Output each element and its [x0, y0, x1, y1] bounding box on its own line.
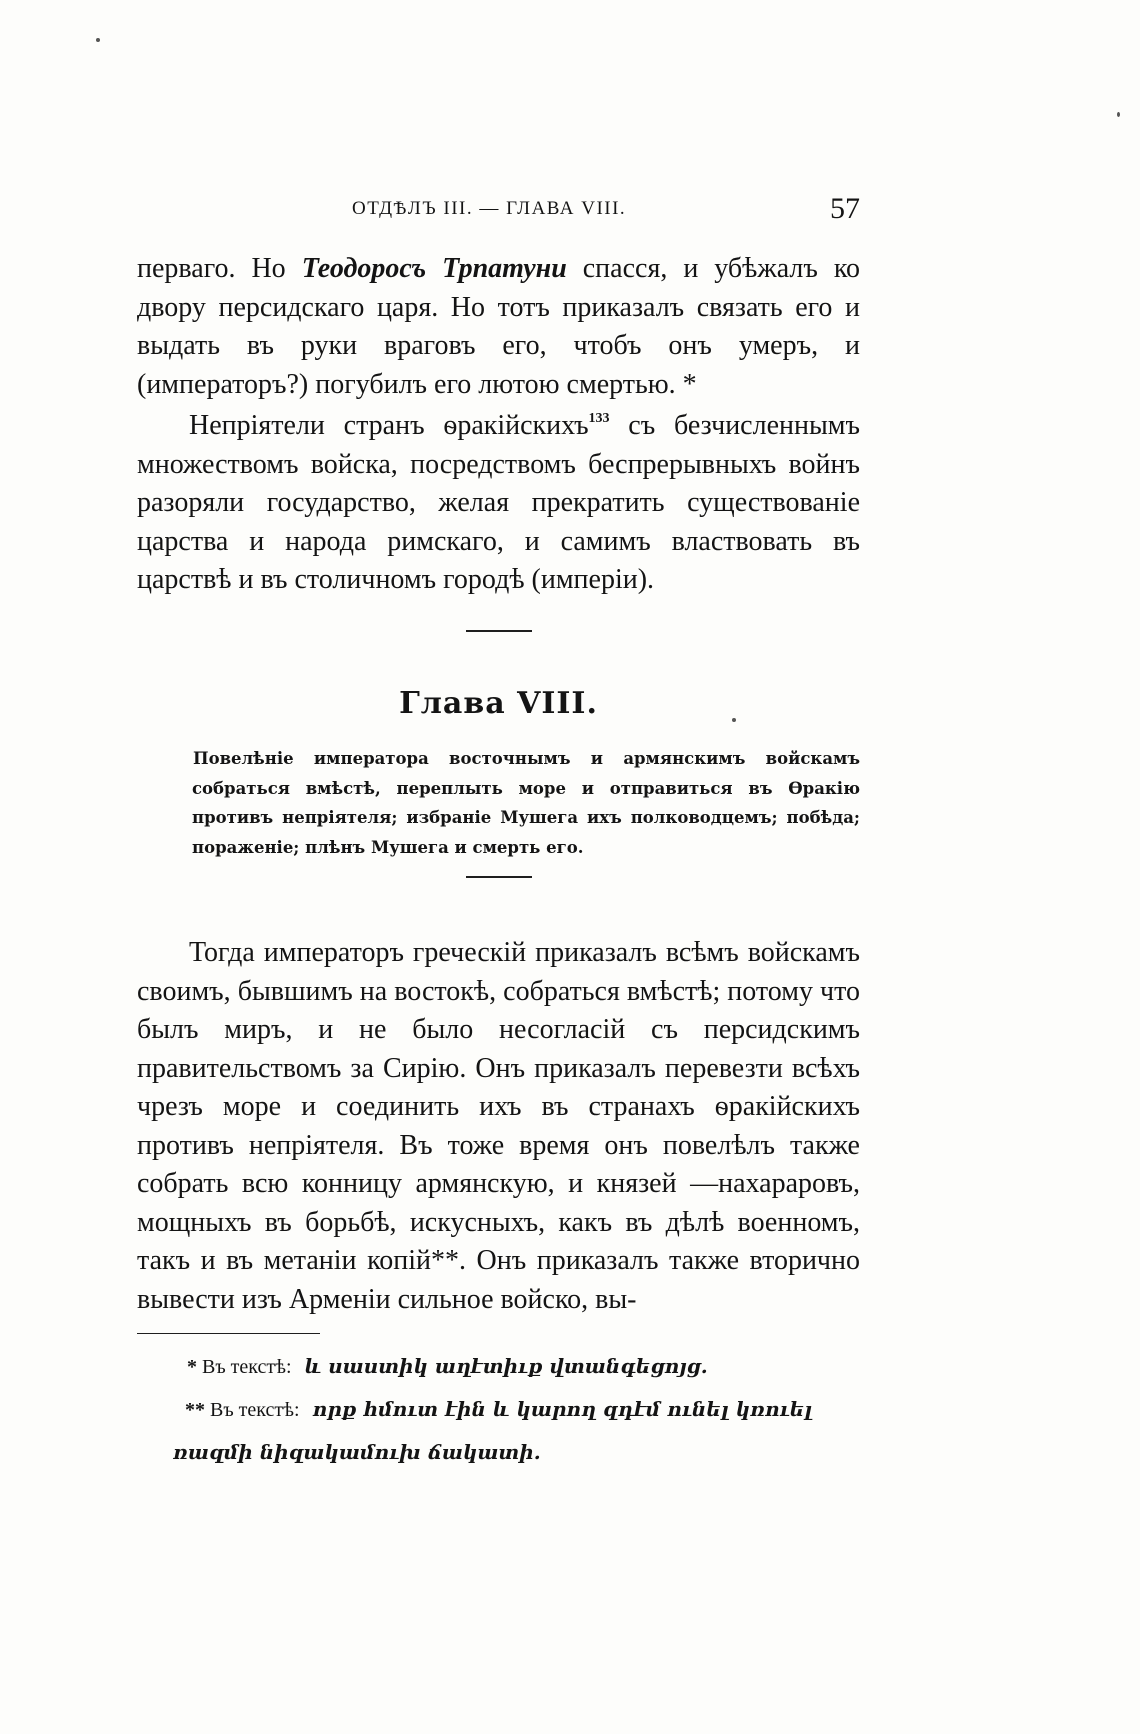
footnotes: [137, 1345, 860, 1473]
paragraph-1-rest: спасся, и убѣжалъ ко двору персидскаго царя. Но тотъ приказалъ связать его и выдать въ руки враговъ его, чтобъ онъ умеръ, и (императоръ?) погубилъ его лютою смертью. *: [137, 253, 861, 400]
footnote-rule: [137, 1333, 320, 1334]
section-divider-top: [466, 630, 532, 632]
paragraph-3: [137, 934, 860, 1319]
footnote-1-text: և սաստիկ աղէտիւք վտանգեցոյց.: [304, 1354, 708, 1378]
paragraph-3-text: Тогда императоръ греческій приказалъ всѣмъ войскамъ своимъ, бывшимъ на востокѣ, собраться вмѣстѣ; потому что былъ миръ, и не было несогласій съ персидскимъ правительствомъ за Сирію. Онъ приказалъ перевезти всѣхъ чрезъ море и соединить ихъ въ странахъ ѳракійскихъ противъ непріятеля. Въ тоже время онъ повелѣлъ также собрать всю конницу армянскую, и князей —нахараровъ, мощныхъ въ борьбѣ, искусныхъ, какъ въ дѣлѣ военномъ, такъ и въ метаніи копій**. Онъ приказалъ также вторично вывести изъ Арменіи сильное войско, вы-: [137, 937, 860, 1315]
running-title: ОТДѢЛЪ III. — ГЛАВА VIII.: [352, 198, 627, 219]
running-head: [137, 192, 860, 226]
note-reference: 133: [588, 411, 610, 426]
scan-speck: [1117, 112, 1120, 117]
page-number: 57: [830, 192, 860, 225]
scan-speck: [96, 38, 100, 42]
footnote-1: [137, 1345, 860, 1388]
footnote-2-text: որք հմուտ էին և կարող զդէմ ունել կռուել: [312, 1397, 813, 1421]
footnote-1-mark: *: [187, 1356, 197, 1378]
paragraph-1-start: перваго. Но: [137, 253, 302, 284]
chapter-summary: Повелѣніе императора восточнымъ и армянскимъ войскамъ собраться вмѣстѣ, переплыть море и отправиться въ Ѳракію противъ непріятеля; избраніе Мушега ихъ полководцемъ; побѣда; пораженіе; плѣнъ Мушега и смерть его.: [192, 749, 860, 857]
paragraph-2: [137, 400, 860, 600]
paragraph-1: [137, 250, 860, 404]
scan-speck: [732, 718, 736, 722]
footnote-2: [137, 1388, 860, 1473]
footnote-2-continuation: ռազմի նիզակամուխ ճակատի.: [173, 1440, 541, 1464]
person-name: Теодоросъ Трпатуни: [301, 253, 567, 284]
paragraph-2-rest: съ безчисленнымъ множествомъ войска, посредствомъ беспрерывныхъ войнъ разоряли государство, желая прекратить существованіе царства и народа римскаго, и самимъ властвовать въ царствѣ и въ столичномъ городѣ (имперіи).: [137, 410, 860, 595]
footnote-2-mark: **: [185, 1399, 205, 1421]
footnote-2-label: Въ текстѣ:: [210, 1399, 300, 1421]
footnote-1-label: Въ текстѣ:: [202, 1356, 292, 1378]
paragraph-2-start: Непріятели странъ ѳракійскихъ: [189, 410, 589, 441]
section-divider-bottom: [466, 876, 532, 878]
chapter-title: Глава VIII.: [399, 686, 598, 721]
